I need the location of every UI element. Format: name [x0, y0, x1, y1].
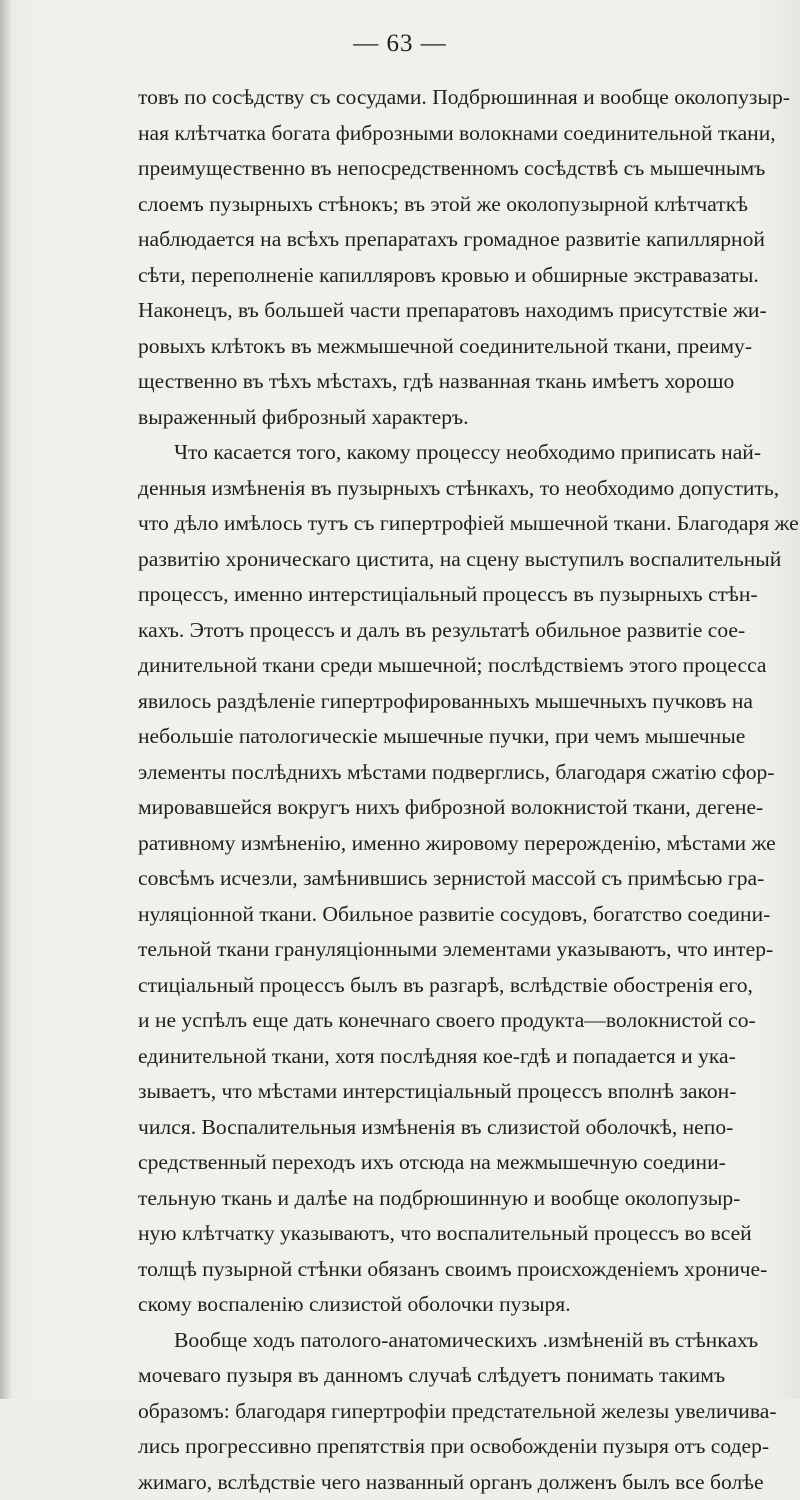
- body-text: [138, 80, 698, 1500]
- text-line: выраженный фиброзный характеръ.: [138, 400, 698, 436]
- text-line: совсѣмъ исчезли, замѣнившись зернистой массой съ примѣсью гра-: [138, 861, 698, 897]
- text-line: процессъ, именно интерстиціальный процессъ въ пузырныхъ стѣн-: [138, 577, 698, 613]
- text-line: что дѣло имѣлось тутъ съ гипертрофіей мышечной ткани. Благодаря же: [138, 506, 698, 542]
- text-line: чился. Воспалительныя измѣненія въ слизистой оболочкѣ, непо-: [138, 1110, 698, 1146]
- text-line: динительной ткани среди мышечной; послѣдствіемъ этого процесса: [138, 648, 698, 684]
- text-line: ную клѣтчатку указываютъ, что воспалительный процессъ во всей: [138, 1216, 698, 1252]
- text-line: ная клѣтчатка богата фиброзными волокнами соединительной ткани,: [138, 116, 698, 152]
- text-line: единительной ткани, хотя послѣдняя кое-гдѣ и попадается и ука-: [138, 1039, 698, 1075]
- text-line: образомъ: благодаря гипертрофіи предстательной железы увеличива-: [138, 1394, 698, 1430]
- text-line: Что касается того, какому процессу необходимо приписать най-: [138, 435, 698, 471]
- text-line: жимаго, вслѣдствіе чего названный органъ долженъ былъ все болѣе: [138, 1465, 698, 1500]
- text-line: нуляціонной ткани. Обильное развитіе сосудовъ, богатство соедини-: [138, 897, 698, 933]
- text-line: мочеваго пузыря въ данномъ случаѣ слѣдуетъ понимать такимъ: [138, 1358, 698, 1394]
- text-line: преимущественно въ непосредственномъ сосѣдствѣ съ мышечнымъ: [138, 151, 698, 187]
- text-line: скому воспаленію слизистой оболочки пузыря.: [138, 1287, 698, 1323]
- text-line: развитію хроническаго цистита, на сцену выступилъ воспалительный: [138, 542, 698, 578]
- text-line: кахъ. Этотъ процессъ и далъ въ результатѣ обильное развитіе сое-: [138, 613, 698, 649]
- text-line: средственный переходъ ихъ отсюда на межмышечную соедини-: [138, 1145, 698, 1181]
- text-line: тельной ткани грануляціонными элементами указываютъ, что интер-: [138, 932, 698, 968]
- text-line: Наконецъ, въ большей части препаратовъ находимъ присутствіе жи-: [138, 293, 698, 329]
- text-line: и не успѣлъ еще дать конечнаго своего продукта—волокнистой со-: [138, 1003, 698, 1039]
- text-line: ровыхъ клѣтокъ въ межмышечной соединительной ткани, преиму-: [138, 329, 698, 365]
- text-line: элементы послѣднихъ мѣстами подверглись, благодаря сжатію сфор-: [138, 755, 698, 791]
- text-line: сѣти, переполненіе капилляровъ кровью и обширные экстравазаты.: [138, 258, 698, 294]
- text-line: небольшіе патологическіе мышечные пучки, при чемъ мышечные: [138, 719, 698, 755]
- text-line: мировавшейся вокругъ нихъ фиброзной волокнистой ткани, дегене-: [138, 790, 698, 826]
- text-line: Вообще ходъ патолого-анатомическихъ .измѣненій въ стѣнкахъ: [138, 1323, 698, 1359]
- text-line: тельную ткань и далѣе на подбрюшинную и вообще околопузыр-: [138, 1181, 698, 1217]
- page-binding-shadow: [0, 0, 10, 1399]
- text-line: товъ по сосѣдству съ сосудами. Подбрюшинная и вообще околопузыр-: [138, 80, 698, 116]
- text-line: стиціальный процессъ былъ въ разгарѣ, вслѣдствіе обостренія его,: [138, 968, 698, 1004]
- text-line: щественно въ тѣхъ мѣстахъ, гдѣ названная ткань имѣетъ хорошо: [138, 364, 698, 400]
- text-line: слоемъ пузырныхъ стѣнокъ; въ этой же околопузырной клѣтчаткѣ: [138, 187, 698, 223]
- text-line: толщѣ пузырной стѣнки обязанъ своимъ происхожденіемъ хрониче-: [138, 1252, 698, 1288]
- text-line: наблюдается на всѣхъ препаратахъ громадное развитіе капиллярной: [138, 222, 698, 258]
- text-line: денныя измѣненія въ пузырныхъ стѣнкахъ, то необходимо допустить,: [138, 471, 698, 507]
- text-line: явилось раздѣленіе гипертрофированныхъ мышечныхъ пучковъ на: [138, 684, 698, 720]
- page-number: — 63 —: [0, 30, 800, 58]
- text-line: зываетъ, что мѣстами интерстиціальный процессъ вполнѣ закон-: [138, 1074, 698, 1110]
- text-line: лись прогрессивно препятствія при освобожденіи пузыря отъ содер-: [138, 1429, 698, 1465]
- text-line: ративному измѣненію, именно жировому перерожденію, мѣстами же: [138, 826, 698, 862]
